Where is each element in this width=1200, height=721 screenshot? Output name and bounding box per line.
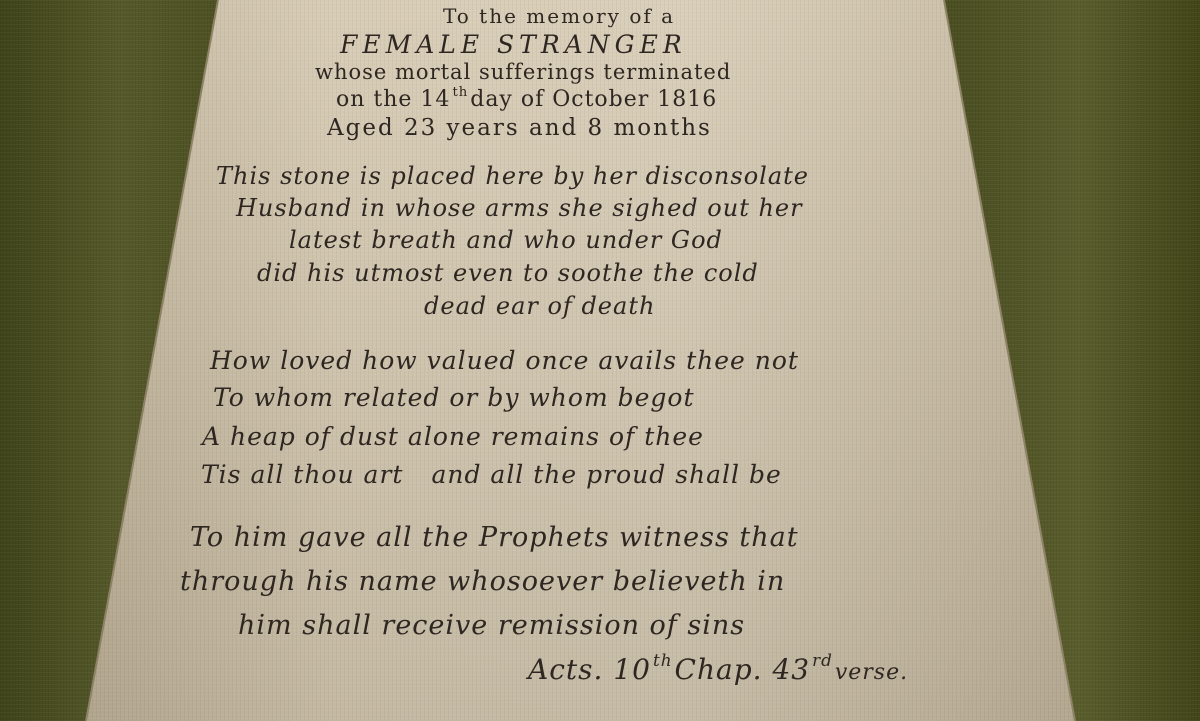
husband-line-4: did his utmost even to soothe the cold [257, 259, 759, 287]
citation-acts: Acts. [528, 653, 604, 686]
intro-line-4-post: day of October 1816 [470, 87, 718, 112]
scripture-line-3-a: him [238, 610, 293, 641]
verse-line-4 [201, 462, 782, 487]
citation-verse-num: 43 [772, 653, 811, 686]
citation-chapter-sup: th [652, 650, 673, 671]
intro-line-4-sup: th [452, 85, 469, 101]
intro-line-5: Aged 23 years and 8 months [327, 115, 712, 141]
verse-line-2: To whom related or by whom begot [213, 383, 695, 412]
citation-chapter-num: 10 [613, 653, 651, 686]
scripture-citation [528, 650, 909, 686]
citation-verse-word: verse. [834, 660, 909, 685]
husband-line-3 [289, 228, 723, 252]
intro-line-4-pre: on the 14 [336, 87, 451, 112]
intro-line-4 [336, 85, 718, 112]
intro-line-3: whose mortal sufferings terminated [315, 60, 732, 84]
verse-line-4-a: Tis all thou art [201, 460, 404, 489]
husband-line-2: Husband in whose arms she sighed out her [236, 194, 803, 222]
husband-line-5: dead ear of death [424, 292, 656, 320]
scripture-line-1-prophets: Prophets [478, 522, 610, 553]
scripture-line-2-a: through his name [180, 566, 438, 597]
citation-chapter-word: Chap. [674, 653, 763, 686]
verse-line-1: How loved how valued once avails thee not [210, 346, 799, 375]
scripture-line-1 [190, 524, 799, 551]
husband-line-3-pre: latest breath and who under [289, 226, 671, 254]
scripture-line-1-pre: To him gave all the [190, 522, 479, 553]
intro-title: FEMALE STRANGER [340, 30, 687, 59]
scripture-line-2 [180, 568, 785, 595]
husband-line-1: This stone is placed here by her disconsolate [216, 162, 809, 190]
scripture-line-3 [238, 612, 745, 639]
intro-line-1: To the memory of a [443, 4, 676, 28]
scripture-line-2-b: whosoever believeth in [437, 566, 786, 597]
scripture-line-3-b: shall receive remission of sins [292, 610, 746, 641]
verse-line-4-b: and all the proud shall be [431, 460, 782, 489]
scripture-line-1-post: witness that [609, 522, 799, 553]
verse-line-3: A heap of dust alone remains of thee [202, 422, 704, 451]
citation-verse-sup: rd [812, 650, 833, 671]
husband-line-3-god: God [670, 226, 723, 254]
